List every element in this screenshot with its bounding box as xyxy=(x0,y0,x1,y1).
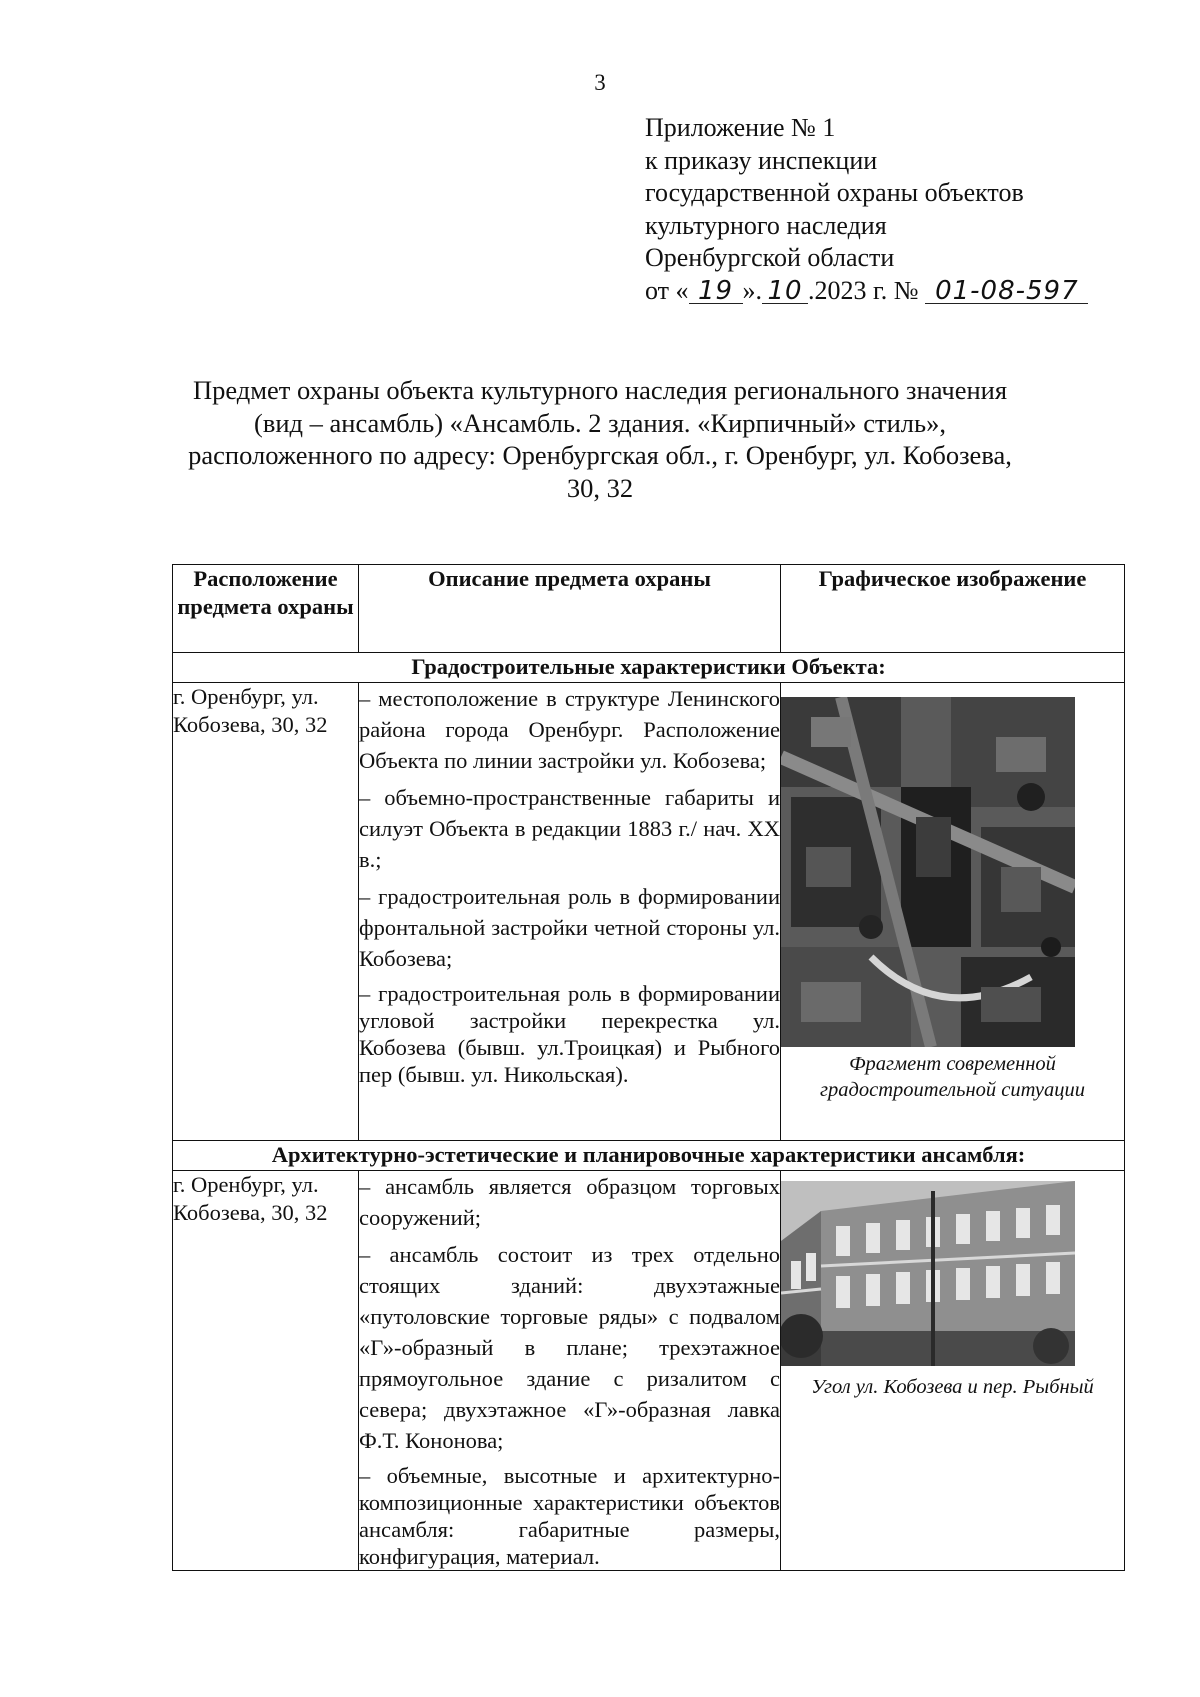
title-line: расположенного по адресу: Оренбургская обл., г. Оренбург, ул. Кобозева, xyxy=(188,440,1012,470)
table-row xyxy=(173,683,1125,1141)
description-cell xyxy=(359,683,781,1141)
building-photo xyxy=(781,1181,1124,1366)
handwritten-day: 19 xyxy=(689,279,743,304)
description-item: – ансамбль состоит из трех отдельно стоящих зданий: двухэтажные «путоловские торговые ряды» с подвалом «Г»-образный в плане; трехэтажное прямоугольное здание с ризалитом с севера; двухэтажное «Г»-образная лавка Ф.Т. Кононова; xyxy=(359,1242,780,1453)
page-number: 3 xyxy=(594,70,606,95)
table-row xyxy=(173,1171,1125,1571)
document-title xyxy=(100,374,1100,504)
title-line: (вид – ансамбль) «Ансамбль. 2 здания. «Кирпичный» стиль», xyxy=(254,407,946,438)
year-text: .2023 г. № xyxy=(808,275,919,305)
graphic-cell xyxy=(781,683,1125,1141)
aerial-photo xyxy=(781,697,1124,1047)
title-line: 30, 32 xyxy=(566,472,634,503)
date-prefix: от « xyxy=(645,275,689,305)
appendix-line: к приказу инспекции xyxy=(645,145,878,175)
appendix-line: Оренбургской области xyxy=(645,243,895,272)
table-header-row xyxy=(173,565,1125,653)
handwritten-month: 10 xyxy=(762,279,808,304)
description-item: – объемные, высотные и архитектурно-композиционные характеристики объектов ансамбля: габаритные размеры, конфигурация, материал. xyxy=(359,1463,780,1569)
graphic-cell xyxy=(781,1171,1125,1571)
location-cell: г. Оренбург, ул. Кобозева, 30, 32 xyxy=(173,1171,359,1571)
description-item: – градостроительная роль в формировании фронтальной застройки четной стороны ул. Кобозева; xyxy=(359,884,780,971)
description-cell xyxy=(359,1171,781,1571)
header-description: Описание предмета охраны xyxy=(359,565,781,653)
appendix-line: государственной охраны объектов xyxy=(645,178,1024,207)
title-line: Предмет охраны объекта культурного наследия регионального значения xyxy=(192,375,1008,405)
section-heading-row xyxy=(173,653,1125,683)
photo-caption: Фрагмент современной градостроительной ситуации xyxy=(820,1053,1085,1101)
description-item: – объемно-пространственные габариты и силуэт Объекта в редакции 1883 г./ нач. XX в.; xyxy=(359,785,780,872)
order-date-line xyxy=(645,275,1088,308)
appendix-line: Приложение № 1 xyxy=(645,113,836,142)
description-item: – ансамбль является образцом торговых сооружений; xyxy=(359,1174,780,1230)
description-item: – местоположение в структуре Ленинского района города Оренбург. Расположение Объекта по линии застройки ул. Кобозева; xyxy=(359,686,780,773)
location-cell: г. Оренбург, ул. Кобозева, 30, 32 xyxy=(173,683,359,1141)
appendix-header xyxy=(645,112,1088,307)
photo-caption: Угол ул. Кобозева и пер. Рыбный xyxy=(811,1376,1094,1398)
date-mid: ». xyxy=(742,275,763,305)
description-item: – градостроительная роль в формировании угловой застройки перекрестка ул. Кобозева (бывш. ул.Троицкая) и Рыбного пер (бывш. ул. Никольская). xyxy=(359,981,780,1087)
section-heading-architecture: Архитектурно-эстетические и планировочные характеристики ансамбля: xyxy=(173,1141,1125,1171)
header-graphic: Графическое изображение xyxy=(781,565,1125,653)
header-location: Расположение предмета охраны xyxy=(173,565,359,653)
section-heading-urban: Градостроительные характеристики Объекта: xyxy=(173,653,1125,683)
handwritten-order-number: 01-08-597 xyxy=(925,279,1088,304)
protection-subject-table xyxy=(172,564,1125,1571)
section-heading-row xyxy=(173,1141,1125,1171)
appendix-line: культурного наследия xyxy=(645,210,887,240)
